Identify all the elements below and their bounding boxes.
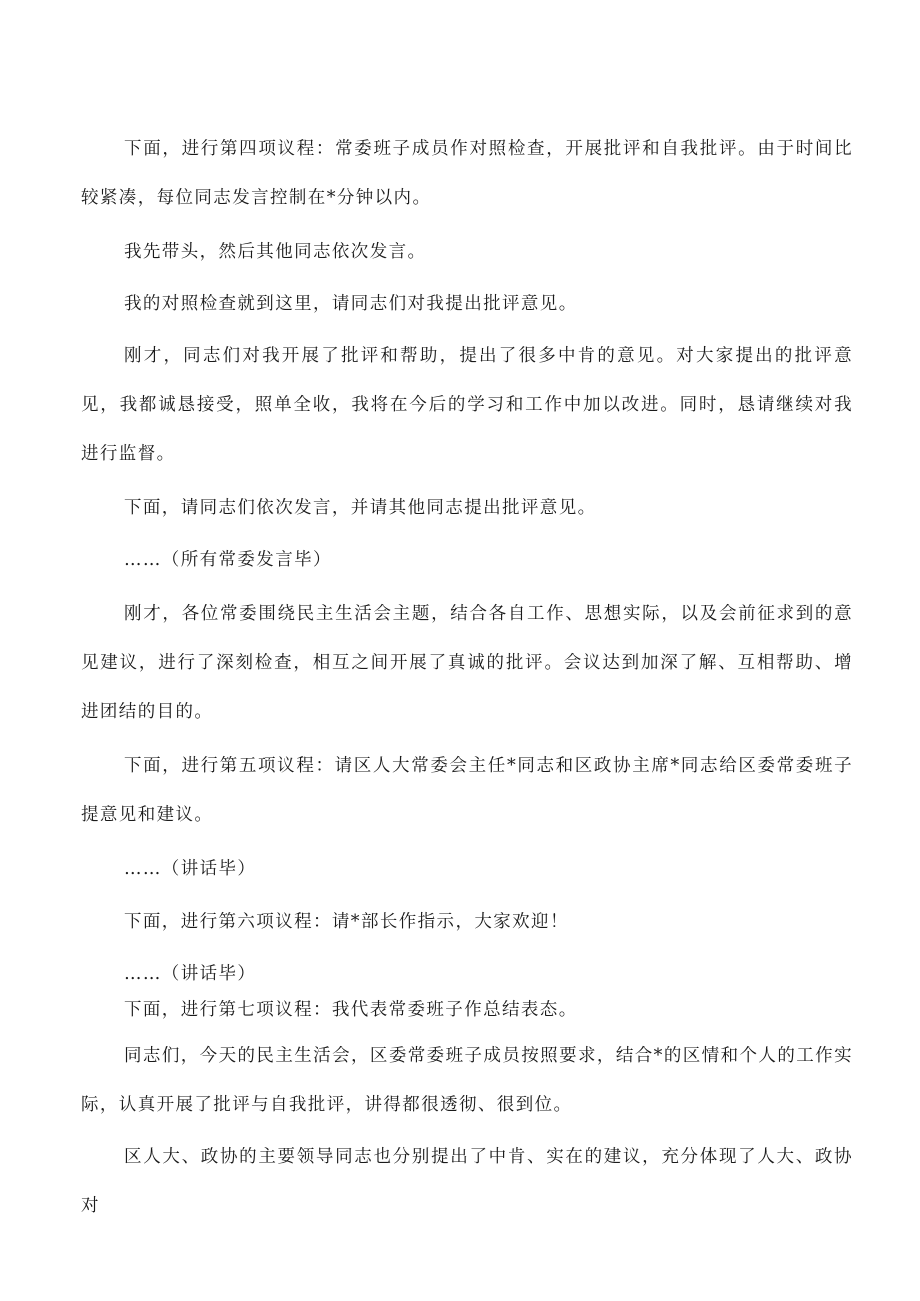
paragraph-others-speak: 下面，请同志们依次发言，并请其他同志提出批评意见。 xyxy=(124,498,597,518)
paragraph-lead-off: 我先带头，然后其他同志依次发言。 xyxy=(124,242,427,262)
paragraph-stage-note-speech-2: ……（讲话毕） xyxy=(124,964,257,984)
paragraph-agenda-4: 下面，进行第四项议程：常委班子成员作对照检查，开展批评和自我批评。由于时间比较紧凑，每位同志发言控制在*分钟以内。 xyxy=(81,139,853,208)
paragraph-request-criticism: 我的对照检查就到这里，请同志们对我提出批评意见。 xyxy=(124,294,578,314)
paragraph-closing-remarks: 同志们，今天的民主生活会，区委常委班子成员按照要求，结合*的区情和个人的工作实际，认真开展了批评与自我批评，讲得都很透彻、很到位。 xyxy=(81,1046,853,1115)
paragraph-summary-remarks: 刚才，各位常委围绕民主生活会主题，结合各自工作、思想实际，以及会前征求到的意见建议，进行了深刻检查，相互之间开展了真诚的批评。会议达到加深了解、互相帮助、增进团结的目的。 xyxy=(81,604,853,722)
paragraph-agenda-6: 下面，进行第六项议程：请*部长作指示，大家欢迎！ xyxy=(124,912,569,932)
paragraph-accept-criticism: 刚才，同志们对我开展了批评和帮助，提出了很多中肯的意见。对大家提出的批评意见，我都诚恳接受，照单全收，我将在今后的学习和工作中加以改进。同时，恳请继续对我进行监督。 xyxy=(81,346,853,464)
paragraph-stage-note-speech-1: ……（讲话毕） xyxy=(124,859,257,879)
paragraph-npc-cppcc: 区人大、政协的主要领导同志也分别提出了中肯、实在的建议，充分体现了人大、政协对 xyxy=(81,1147,853,1216)
paragraph-stage-note-all-members: ……（所有常委发言毕） xyxy=(124,550,332,570)
paragraph-agenda-5: 下面，进行第五项议程：请区人大常委会主任*同志和区政协主席*同志给区委常委班子提意见和建议。 xyxy=(81,756,853,825)
paragraph-agenda-7: 下面，进行第七项议程：我代表常委班子作总结表态。 xyxy=(124,1000,578,1020)
